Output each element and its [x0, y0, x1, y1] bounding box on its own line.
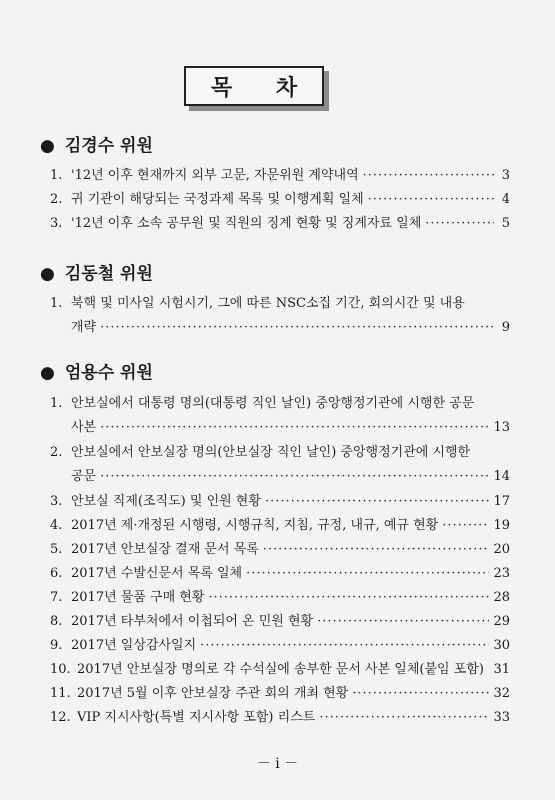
- entry-page: 28: [493, 590, 510, 605]
- dot-leader: [246, 563, 489, 584]
- page-title: 목 차: [210, 75, 316, 101]
- entry-number: 1.: [50, 296, 63, 311]
- dot-leader: [319, 707, 489, 728]
- entry-number: 2.: [50, 192, 63, 207]
- entry-text: 귀 기관이 해당되는 국정과제 목록 및 이행계획 일체: [71, 192, 364, 207]
- entry-number: 10.: [50, 662, 71, 677]
- page-number-footer: － i －: [256, 756, 299, 772]
- entry-page: 4: [501, 192, 510, 207]
- dot-leader: [100, 317, 494, 338]
- section-name: 엄용수 위원: [64, 363, 153, 383]
- toc-entry[interactable]: [50, 635, 510, 656]
- toc-entry[interactable]: [50, 587, 510, 608]
- entry-number: 11.: [50, 686, 71, 701]
- toc-entry[interactable]: [50, 442, 510, 487]
- entry-text: 안보실에서 안보실장 명의(안보실장 직인 날인) 중앙행정기관에 시행한: [71, 445, 471, 460]
- entry-page: 29: [493, 614, 510, 629]
- bullet-icon: ●: [40, 136, 55, 156]
- entry-page: 3: [501, 168, 510, 183]
- dot-leader: [488, 659, 490, 680]
- entry-number: 6.: [50, 566, 63, 581]
- toc-entry[interactable]: [50, 539, 510, 560]
- toc-entry[interactable]: [50, 659, 510, 680]
- dot-leader: [100, 466, 489, 487]
- entry-text: 2017년 일상감사일지: [71, 638, 197, 653]
- entry-text-cont: 사본: [71, 420, 97, 435]
- entry-page: 13: [493, 420, 510, 435]
- toc-entry[interactable]: [50, 189, 510, 210]
- entry-page: 32: [493, 686, 510, 701]
- toc-entry[interactable]: [50, 213, 510, 234]
- dot-leader: [263, 539, 490, 560]
- bullet-icon: ●: [40, 363, 55, 383]
- entry-number: 12.: [50, 710, 71, 725]
- entry-page: 5: [501, 216, 510, 231]
- entry-text: 안보실 직제(조직도) 및 인원 현황: [71, 494, 261, 509]
- entry-number: 3.: [50, 494, 63, 509]
- entry-number: 8.: [50, 614, 63, 629]
- entry-page: 17: [493, 494, 510, 509]
- dot-leader: [363, 165, 494, 186]
- section-name: 김경수 위원: [64, 136, 153, 156]
- entry-text: 2017년 안보실장 명의로 각 수석실에 송부한 문서 사본 일체(붙임 포함): [77, 662, 484, 677]
- entry-number: 7.: [50, 590, 63, 605]
- toc-entry[interactable]: [50, 683, 510, 704]
- entry-number: 1.: [50, 396, 63, 411]
- entry-number: 4.: [50, 518, 63, 533]
- entry-text: 2017년 안보실장 결재 문서 목록: [71, 542, 259, 557]
- entry-text: 북핵 및 미사일 시험시기, 그에 따른 NSC소집 기간, 회의시간 및 내용: [71, 296, 465, 311]
- dot-leader: [368, 189, 494, 210]
- entry-page: 20: [493, 542, 510, 557]
- toc-entry[interactable]: [50, 563, 510, 584]
- entry-text: VIP 지시사항(특별 지시사항 포함) 리스트: [77, 710, 316, 725]
- entry-text: '12년 이후 소속 공무원 및 직원의 징계 현황 및 징계자료 일체: [71, 216, 422, 231]
- toc-title-box: [184, 66, 328, 110]
- dot-leader: [100, 417, 489, 438]
- dot-leader: [200, 635, 489, 656]
- dot-leader: [442, 515, 489, 536]
- entry-number: 5.: [50, 542, 63, 557]
- toc-entry[interactable]: [50, 515, 510, 536]
- toc-entry[interactable]: [50, 393, 510, 438]
- toc-entry[interactable]: [50, 293, 510, 338]
- entry-number: 3.: [50, 216, 63, 231]
- entry-page: 9: [501, 320, 510, 335]
- entry-text: 2017년 수발신문서 목록 일체: [71, 566, 243, 581]
- toc-entry[interactable]: [50, 611, 510, 632]
- entry-text: 2017년 제·개정된 시행령, 시행규칙, 지침, 규정, 내규, 예규 현황: [71, 518, 439, 533]
- toc-entry[interactable]: [50, 491, 510, 512]
- section-heading: [40, 358, 153, 383]
- toc-entry[interactable]: [50, 165, 510, 186]
- dot-leader: [425, 213, 494, 234]
- entry-text: 안보실에서 대통령 명의(대통령 직인 날인) 중앙행정기관에 시행한 공문: [71, 396, 475, 411]
- entry-number: 9.: [50, 638, 63, 653]
- entry-text: 2017년 타부처에서 이첩되어 온 민원 현황: [71, 614, 314, 629]
- entry-text-cont: 개략: [71, 320, 97, 335]
- section-name: 김동철 위원: [64, 264, 153, 284]
- section-heading: [40, 131, 153, 156]
- toc-entry[interactable]: [50, 707, 510, 728]
- entry-text: '12년 이후 현재까지 외부 고문, 자문위원 계약내역: [71, 168, 359, 183]
- entry-page: 19: [493, 518, 510, 533]
- bullet-icon: ●: [40, 264, 55, 284]
- entry-page: 14: [493, 469, 510, 484]
- entry-text: 2017년 물품 구매 현황: [71, 590, 205, 605]
- entry-text-cont: 공문: [71, 469, 97, 484]
- dot-leader: [317, 611, 489, 632]
- dot-leader: [352, 683, 489, 704]
- entry-number: 2.: [50, 445, 63, 460]
- entry-page: 23: [493, 566, 510, 581]
- entry-page: 30: [493, 638, 510, 653]
- entry-page: 33: [493, 710, 510, 725]
- entry-number: 1.: [50, 168, 63, 183]
- title-frame: [184, 66, 324, 106]
- dot-leader: [208, 587, 489, 608]
- dot-leader: [265, 491, 490, 512]
- section-heading: [40, 259, 153, 284]
- entry-page: 31: [493, 662, 510, 677]
- entry-text: 2017년 5월 이후 안보실장 주관 회의 개최 현황: [77, 686, 349, 701]
